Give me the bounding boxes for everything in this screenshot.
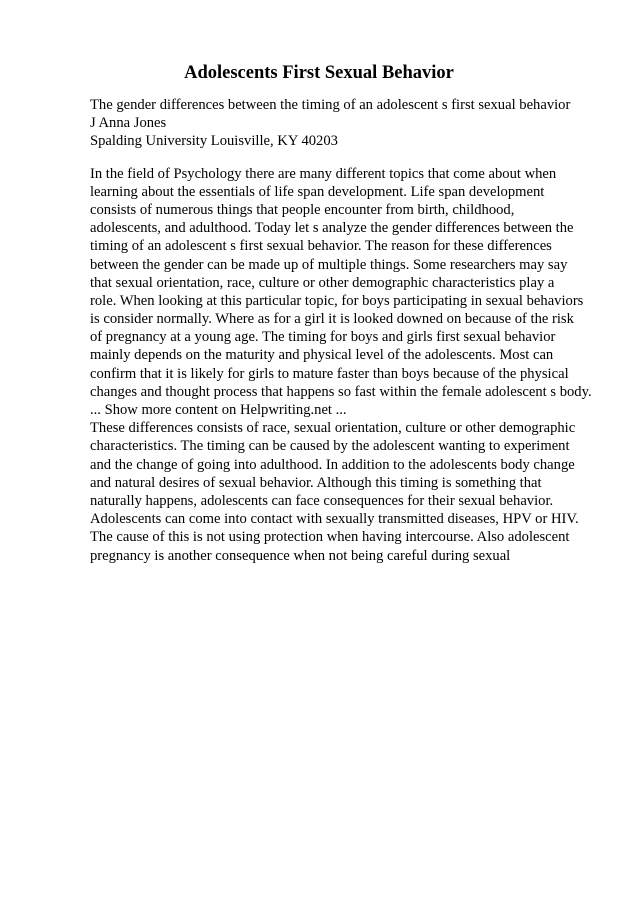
body-line: characteristics. The timing can be caused by the adolescent wanting to experiment [90,438,570,455]
body-line: and natural desires of sexual behavior. Although this timing is something that [90,474,542,491]
body-line: naturally happens, adolescents can face consequences for their sexual behavior. [90,492,554,509]
body-line: pregnancy is another consequence when not being careful during sexual [90,547,511,564]
body-line: adolescents, and adulthood. Today let s analyze the gender differences between the [90,220,574,237]
body-line: confirm that it is likely for girls to mature faster than boys because of the physical [90,365,569,382]
body-text [90,165,630,565]
body-line: and the change of going into adulthood. In addition to the adolescents body change [90,456,575,473]
affiliation-line: Spalding University Louisville, KY 40203 [90,133,338,150]
author-line: J Anna Jones [90,115,167,132]
document-title: Adolescents First Sexual Behavior [184,63,454,83]
body-line: changes and thought process that happens so fast within the female adolescent s body. [90,383,592,400]
body-line: between the gender can be made up of multiple things. Some researchers may say [90,256,568,273]
body-line: These differences consists of race, sexual orientation, culture or other demographic [90,420,576,437]
body-line: timing of an adolescent s first sexual behavior. The reason for these differences [90,238,552,255]
body-line: Adolescents can come into contact with sexually transmitted diseases, HPV or HIV. [90,511,579,528]
body-line: of pregnancy at a young age. The timing for boys and girls first sexual behavior [90,329,556,346]
body-line: ... Show more content on Helpwriting.net ... [90,402,347,418]
body-line: The cause of this is not using protection when having intercourse. Also adolescent [90,529,570,546]
body-line: learning about the essentials of life span development. Life span development [90,183,545,200]
body-line: consists of numerous things that people encounter from birth, childhood, [90,201,515,218]
paragraph-gap [90,151,630,165]
body-line: is consider normally. Where as for a girl it is looked downed on because of the risk [90,311,574,328]
body-line: In the field of Psychology there are many different topics that come about when [90,165,557,182]
subtitle-line: The gender differences between the timing of an adolescent s first sexual behavior [90,97,571,113]
body-line: mainly depends on the maturity and physical level of the adolescents. Most can [90,347,554,364]
body-line: that sexual orientation, race, culture or other demographic characteristics play a [90,274,555,291]
document-text [90,96,630,565]
body-line: role. When looking at this particular topic, for boys participating in sexual behaviors [90,292,584,309]
